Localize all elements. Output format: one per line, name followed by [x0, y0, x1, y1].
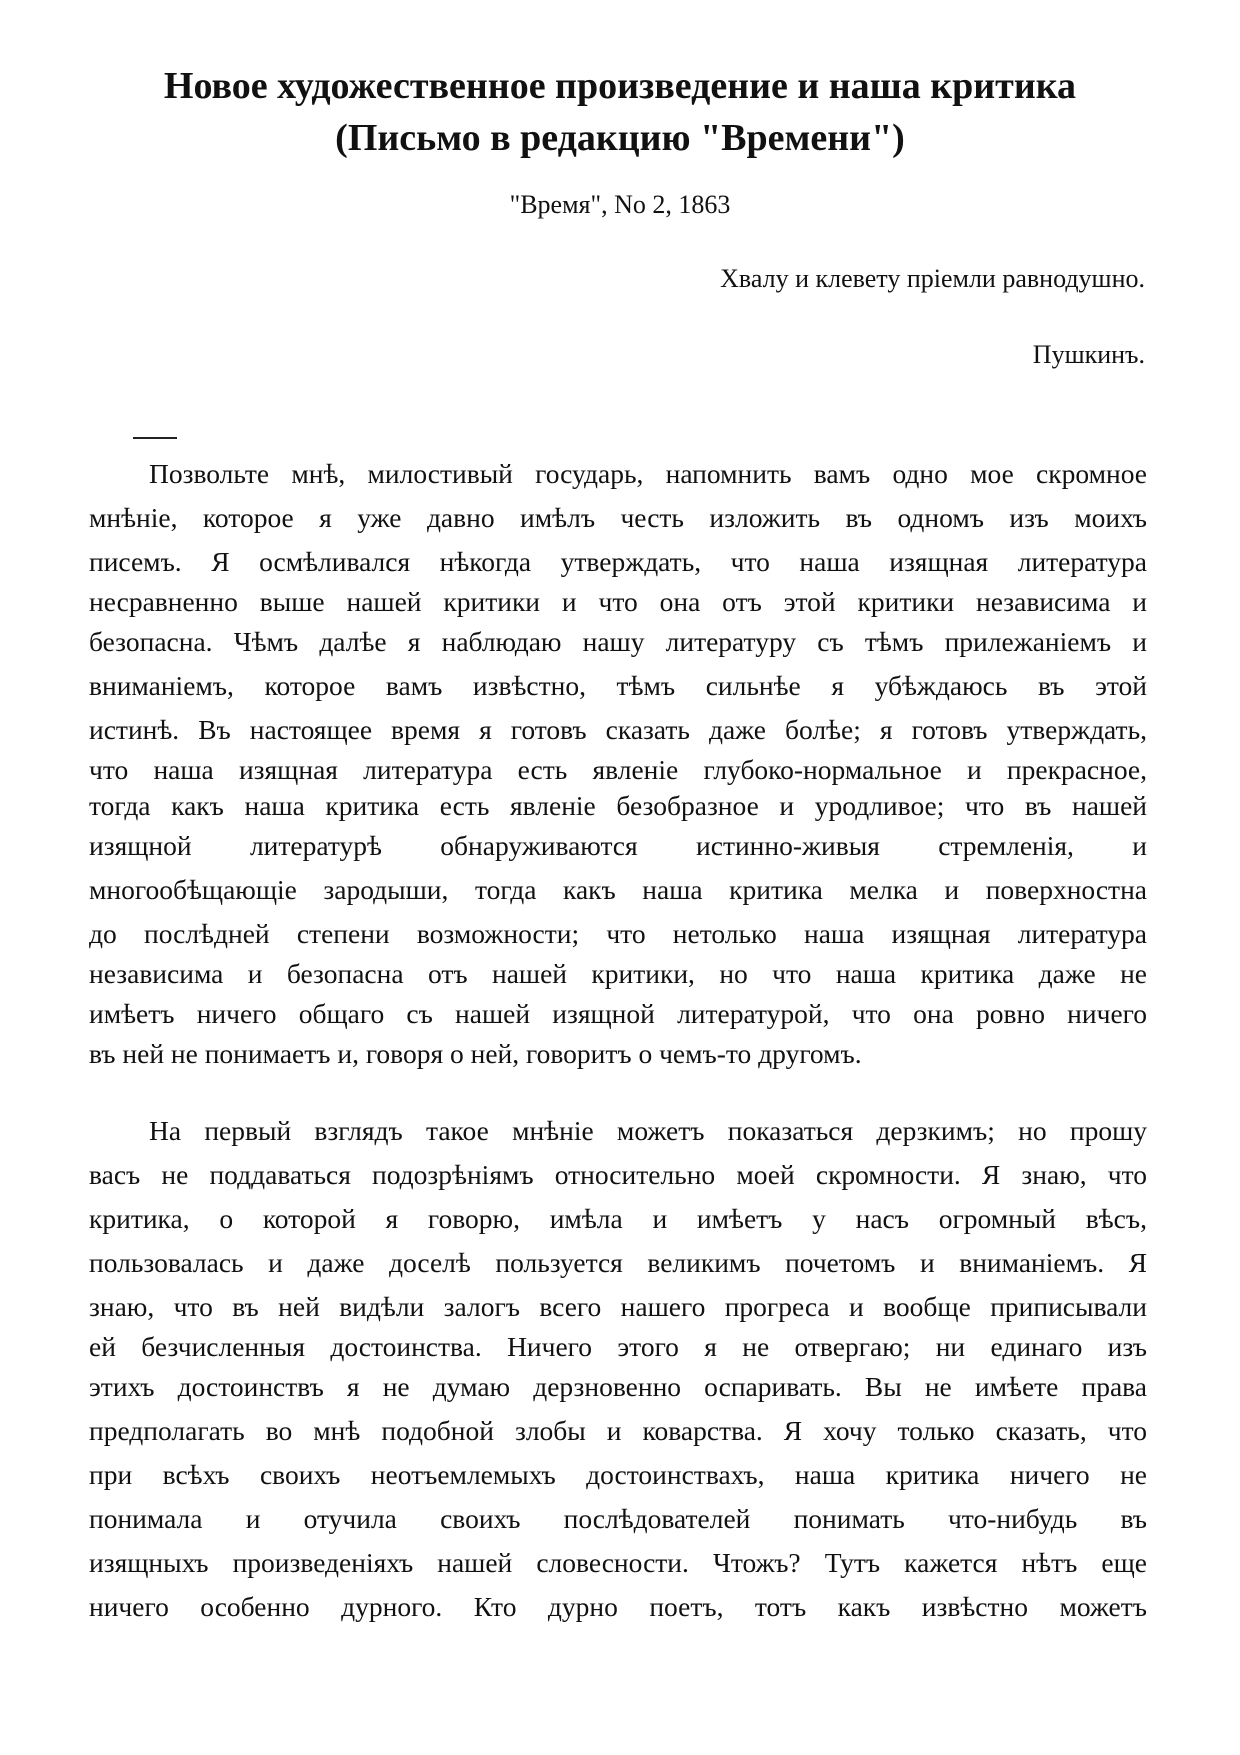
paragraph-line: пользовалась и даже доселѣ пользуется великимъ почетомъ и вниманіемъ. Я — [89, 1247, 1147, 1278]
footnote-separator-rule — [133, 437, 177, 439]
paragraph-line: безопасна. Чѣмъ далѣе я наблюдаю нашу литературу съ тѣмъ прилежаніемъ и — [89, 626, 1147, 657]
paragraph-line: На первый взглядъ такое мнѣніе можетъ показаться дерзкимъ; но прошу — [149, 1115, 1147, 1146]
paragraph-line: ей безчисленныя достоинства. Ничего этого я не отвергаю; ни единаго изъ — [89, 1331, 1147, 1362]
paragraph-line: предполагать во мнѣ подобной злобы и коварства. Я хочу только сказать, что — [89, 1415, 1147, 1446]
paragraph-line: тогда какъ наша критика есть явленіе безобразное и уродливое; что въ нашей — [89, 790, 1147, 821]
paragraph-line: критика, о которой я говорю, имѣла и имѣетъ у насъ огромный вѣсъ, — [89, 1203, 1147, 1234]
paragraph-line: Позвольте мнѣ, милостивый государь, напомнить вамъ одно мое скромное — [149, 458, 1147, 489]
paragraph-line: изящныхъ произведеніяхъ нашей словесности. Чтожъ? Тутъ кажется нѣтъ еще — [89, 1547, 1147, 1578]
paragraph-line: имѣетъ ничего общаго съ нашей изящной литературой, что она ровно ничего — [89, 998, 1147, 1029]
paragraph-line: мнѣніе, которое я уже давно имѣлъ честь изложить въ одномъ изъ моихъ — [89, 502, 1147, 533]
paragraph-2 — [89, 1109, 1147, 1629]
article-title-line-1: Новое художественное произведение и наша критика — [163, 65, 1077, 107]
paragraph-line: многообѣщающіе зародыши, тогда какъ наша критика мелка и поверхностна — [89, 874, 1147, 905]
paragraph-line: въ ней не понимаетъ и, говоря о ней, говоритъ о чемъ-то другомъ. — [89, 1038, 862, 1069]
paragraph-line: при всѣхъ своихъ неотъемлемыхъ достоинствахъ, наша критика ничего не — [89, 1459, 1147, 1490]
paragraph-line: понимала и отучила своихъ послѣдователей понимать что-нибудь въ — [89, 1503, 1147, 1534]
epigraph-author: Пушкинъ. — [1032, 340, 1145, 369]
paragraph-line: васъ не поддаваться подозрѣніямъ относительно моей скромности. Я знаю, что — [89, 1159, 1147, 1190]
paragraph-line: этихъ достоинствъ я не думаю дерзновенно оспаривать. Вы не имѣете права — [89, 1371, 1147, 1402]
paragraph-line: что наша изящная литература есть явленіе глубоко-нормальное и прекрасное, — [89, 754, 1147, 785]
paragraph-line: до послѣдней степени возможности; что нетолько наша изящная литература — [89, 918, 1147, 949]
article-title-line-2: (Письмо в редакцию "Времени") — [335, 117, 905, 159]
paragraph-line: изящной литературѣ обнаруживаются истинно-живыя стремленія, и — [89, 830, 1147, 861]
paragraph-line: вниманіемъ, которое вамъ извѣстно, тѣмъ сильнѣе я убѣждаюсь въ этой — [89, 670, 1147, 701]
publication-source: "Время", No 2, 1863 — [509, 190, 731, 219]
paragraph-line: несравненно выше нашей критики и что она отъ этой критики независима и — [89, 586, 1147, 617]
paragraph-1 — [89, 452, 1147, 1072]
epigraph-quote: Хвалу и клевету пріемли равнодушно. — [720, 264, 1145, 293]
paragraph-line: истинѣ. Въ настоящее время я готовъ сказать даже болѣе; я готовъ утверждать, — [89, 714, 1147, 745]
paragraph-line: независима и безопасна отъ нашей критики, но что наша критика даже не — [89, 958, 1147, 989]
paragraph-line: знаю, что въ ней видѣли залогъ всего нашего прогреса и вообще приписывали — [89, 1291, 1147, 1322]
paragraph-line: писемъ. Я осмѣливался нѣкогда утверждать, что наша изящная литература — [89, 546, 1147, 577]
paragraph-line: ничего особенно дурного. Кто дурно поетъ, тотъ какъ извѣстно можетъ — [89, 1591, 1147, 1622]
